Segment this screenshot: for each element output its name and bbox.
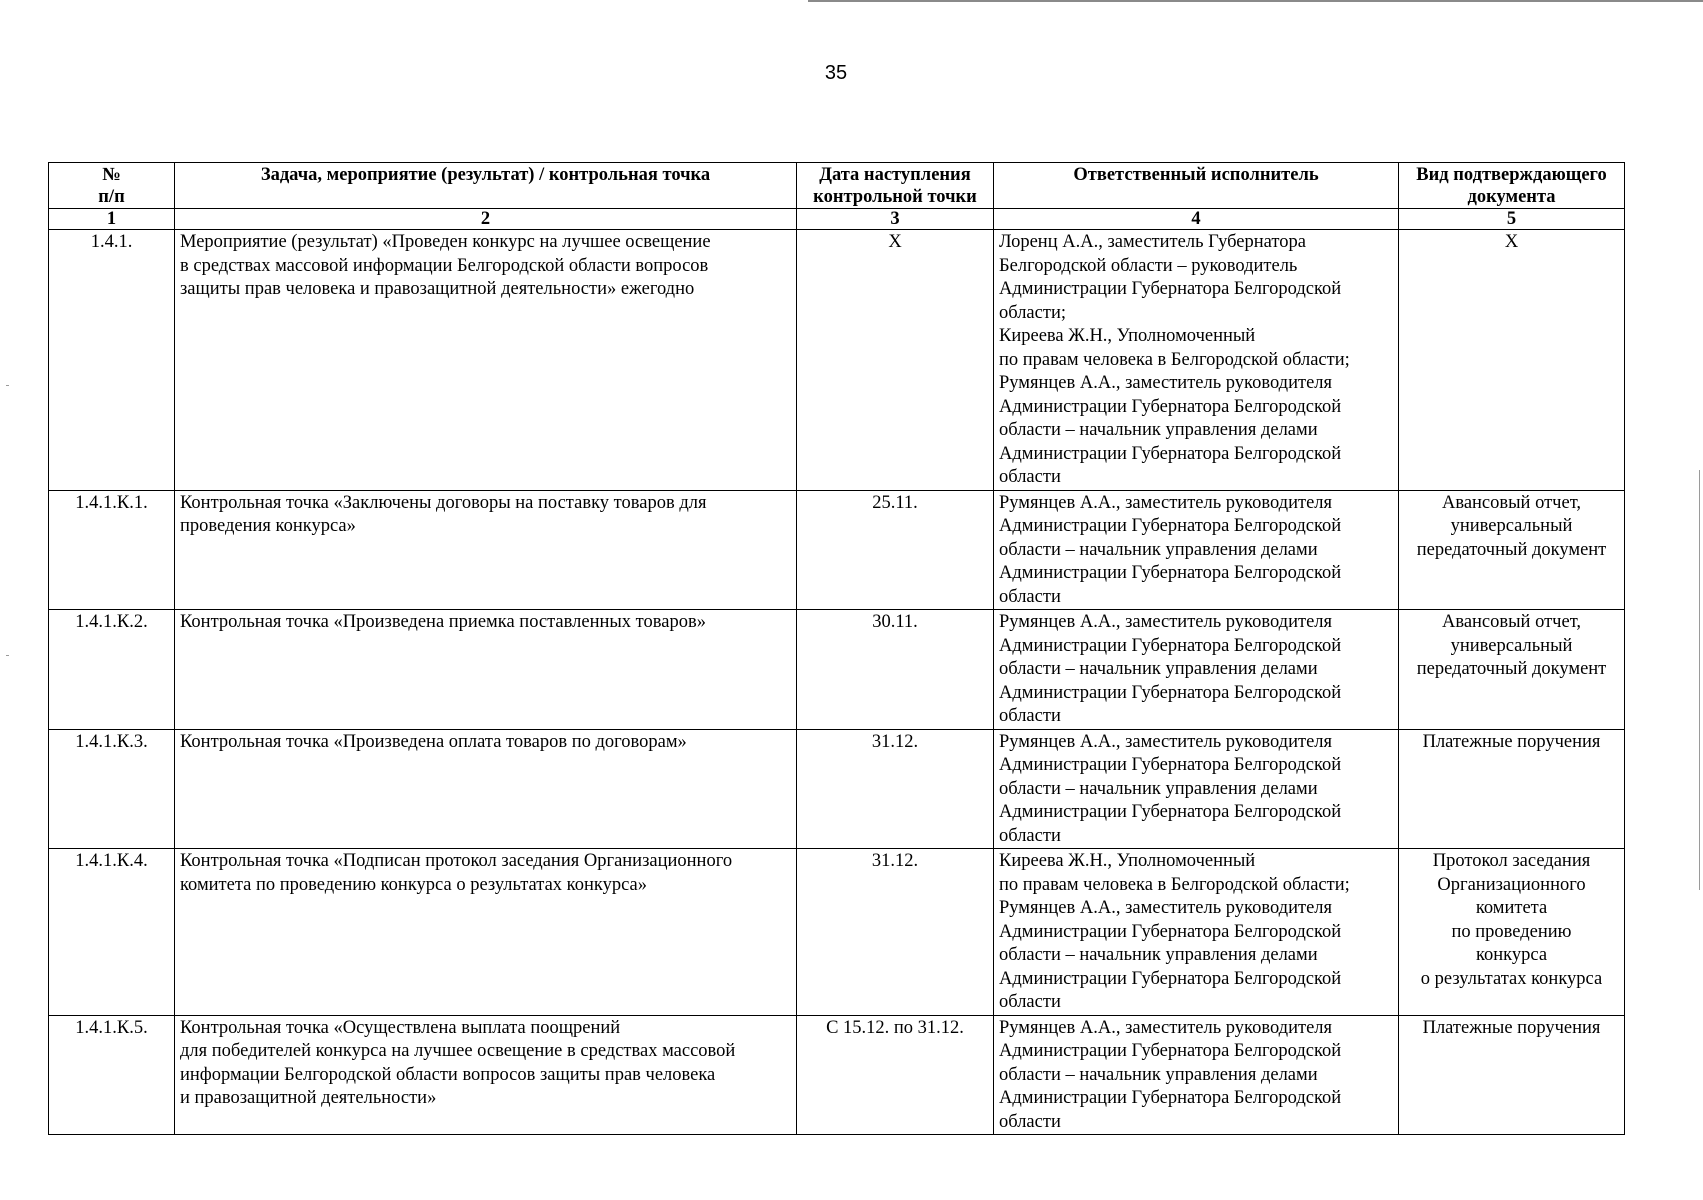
row-task: Контрольная точка «Осуществлена выплата поощрений для победителей конкурса на лучшее освещение в средствах массовой информации Белгородской области вопросов защиты прав человека и правозащитной деятельности» bbox=[175, 1015, 797, 1135]
row-date: 31.12. bbox=[797, 729, 994, 849]
row-date: 30.11. bbox=[797, 610, 994, 730]
table-row bbox=[49, 729, 1625, 849]
row-date: X bbox=[797, 230, 994, 491]
row-task: Контрольная точка «Произведена оплата товаров по договорам» bbox=[175, 729, 797, 849]
header-number: № п/п bbox=[49, 163, 175, 209]
row-task: Мероприятие (результат) «Проведен конкурс на лучшее освещение в средствах массовой информации Белгородской области вопросов защиты прав человека и правозащитной деятельности» ежегодно bbox=[175, 230, 797, 491]
row-task: Контрольная точка «Подписан протокол заседания Организационного комитета по проведению конкурса о результатах конкурса» bbox=[175, 849, 797, 1016]
control-points-table bbox=[48, 162, 1625, 1135]
header-document: Вид подтверждающего документа bbox=[1399, 163, 1625, 209]
right-edge-mark bbox=[1699, 470, 1700, 890]
column-number-row bbox=[49, 209, 1625, 230]
column-number: 3 bbox=[797, 209, 994, 230]
table-row bbox=[49, 610, 1625, 730]
row-number: 1.4.1.К.5. bbox=[49, 1015, 175, 1135]
row-responsible: Румянцев А.А., заместитель руководителя Администрации Губернатора Белгородской области – начальник управления делами Администрации Губернатора Белгородской области bbox=[994, 1015, 1399, 1135]
header-task: Задача, мероприятие (результат) / контрольная точка bbox=[175, 163, 797, 209]
row-document: Авансовый отчет, универсальный передаточный документ bbox=[1399, 610, 1625, 730]
row-date: С 15.12. по 31.12. bbox=[797, 1015, 994, 1135]
header-responsible: Ответственный исполнитель bbox=[994, 163, 1399, 209]
row-responsible: Киреева Ж.Н., Уполномоченный по правам человека в Белгородской области; Румянцев А.А., заместитель руководителя Администрации Губернатора Белгородской области – начальник управления делами Администрации Губернатора Белгородской области bbox=[994, 849, 1399, 1016]
row-task: Контрольная точка «Заключены договоры на поставку товаров для проведения конкурса» bbox=[175, 490, 797, 610]
top-border-line bbox=[808, 0, 1703, 2]
table-header-row bbox=[49, 163, 1625, 209]
header-date: Дата наступления контрольной точки bbox=[797, 163, 994, 209]
row-task: Контрольная точка «Произведена приемка поставленных товаров» bbox=[175, 610, 797, 730]
column-number: 1 bbox=[49, 209, 175, 230]
column-number: 5 bbox=[1399, 209, 1625, 230]
table-row bbox=[49, 490, 1625, 610]
row-number: 1.4.1.К.2. bbox=[49, 610, 175, 730]
row-document: Протокол заседания Организационного комитета по проведению конкурса о результатах конкурса bbox=[1399, 849, 1625, 1016]
row-number: 1.4.1.К.4. bbox=[49, 849, 175, 1016]
page-number: 35 bbox=[824, 62, 848, 84]
row-document: Авансовый отчет, универсальный передаточный документ bbox=[1399, 490, 1625, 610]
row-document: Платежные поручения bbox=[1399, 1015, 1625, 1135]
row-responsible: Румянцев А.А., заместитель руководителя Администрации Губернатора Белгородской области – начальник управления делами Администрации Губернатора Белгородской области bbox=[994, 610, 1399, 730]
row-date: 31.12. bbox=[797, 849, 994, 1016]
row-responsible: Румянцев А.А., заместитель руководителя Администрации Губернатора Белгородской области – начальник управления делами Администрации Губернатора Белгородской области bbox=[994, 729, 1399, 849]
left-edge-mark bbox=[6, 385, 9, 386]
row-responsible: Лоренц А.А., заместитель Губернатора Белгородской области – руководитель Администрации Губернатора Белгородской области; Киреева Ж.Н., Уполномоченный по правам человека в Белгородской области; Румянцев А.А., заместитель руководителя Администрации Губернатора Белгородской области – начальник управления делами Администрации Губернатора Белгородской области bbox=[994, 230, 1399, 491]
row-document: X bbox=[1399, 230, 1625, 491]
row-number: 1.4.1.К.3. bbox=[49, 729, 175, 849]
row-number: 1.4.1. bbox=[49, 230, 175, 491]
table-row bbox=[49, 230, 1625, 491]
left-edge-mark bbox=[6, 655, 9, 656]
row-document: Платежные поручения bbox=[1399, 729, 1625, 849]
row-responsible: Румянцев А.А., заместитель руководителя Администрации Губернатора Белгородской области – начальник управления делами Администрации Губернатора Белгородской области bbox=[994, 490, 1399, 610]
column-number: 2 bbox=[175, 209, 797, 230]
column-number: 4 bbox=[994, 209, 1399, 230]
row-date: 25.11. bbox=[797, 490, 994, 610]
table-row bbox=[49, 849, 1625, 1016]
table-row bbox=[49, 1015, 1625, 1135]
row-number: 1.4.1.К.1. bbox=[49, 490, 175, 610]
